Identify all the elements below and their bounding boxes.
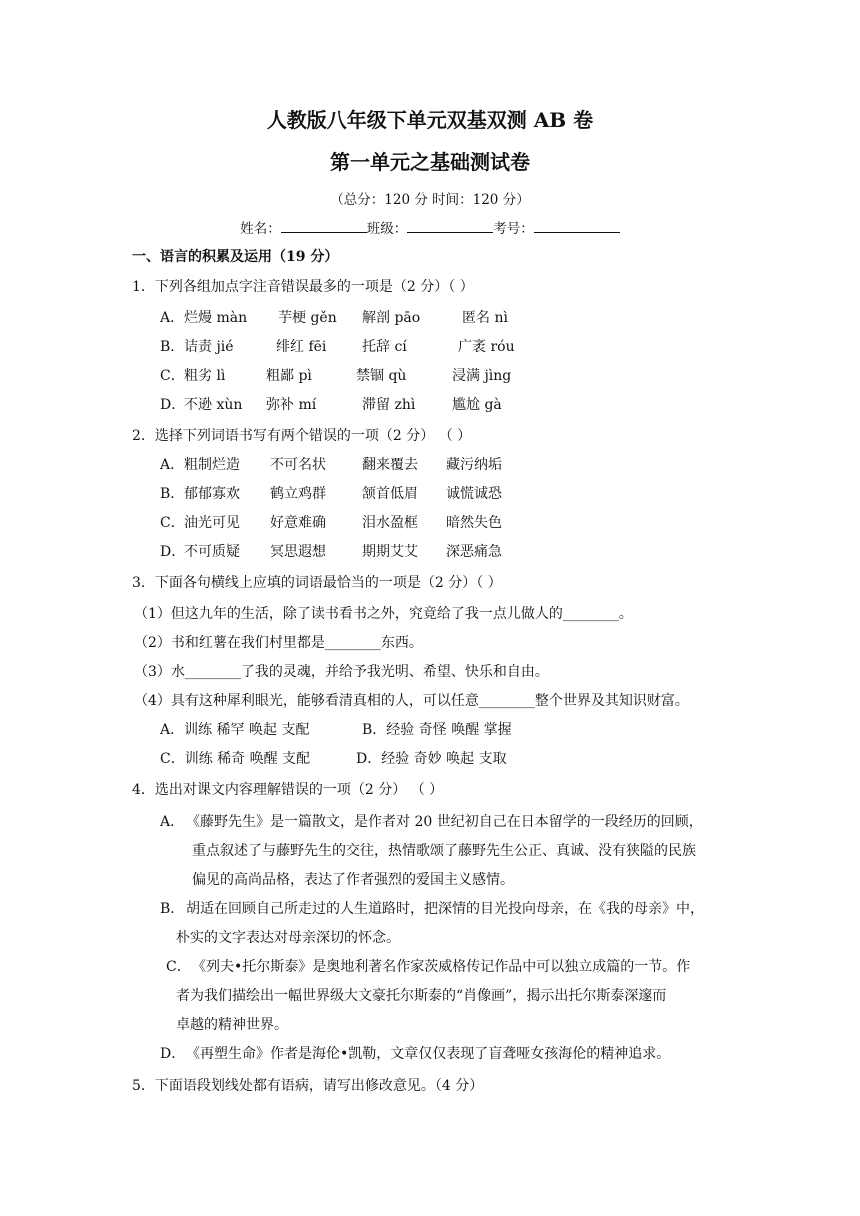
option-line: 《藤野先生》是一篇散文，是作者对 20 世纪初自己在日本留学的一段经历的回顾， bbox=[186, 814, 703, 830]
option-label: B． bbox=[160, 901, 185, 917]
option-item: 芋梗 gěn bbox=[278, 310, 337, 326]
option-item: 郁郁寡欢 bbox=[184, 486, 240, 502]
option-item: 不逊 xùn bbox=[184, 397, 243, 413]
option-item: 烂熳 màn bbox=[184, 310, 248, 326]
option-item: 鹤立鸡群 bbox=[270, 486, 326, 502]
question-1-stem: 1．下列各组加点字注音错误最多的一项是（2 分）（ ） bbox=[132, 279, 474, 295]
option-item: 油光可见 bbox=[184, 515, 240, 531]
option-item: 诘责 jié bbox=[184, 339, 234, 355]
option-line: 《再塑生命》作者是海伦•凯勒，文章仅仅表现了盲聋哑女孩海伦的精神追求。 bbox=[186, 1046, 671, 1062]
option-item: 匿名 nì bbox=[462, 310, 508, 326]
exam-no-label: 考号： bbox=[493, 221, 534, 237]
name-label: 姓名： bbox=[240, 221, 281, 237]
exam-meta: （总分：120 分 时间：120 分） bbox=[330, 192, 530, 208]
question-5-stem: 5．下面语段划线处都有语病，请写出修改意见。（4 分） bbox=[132, 1078, 484, 1094]
option-item: 深恶痛急 bbox=[446, 544, 502, 560]
option-item: 藏污纳垢 bbox=[446, 457, 502, 473]
option-item: 广袤 róu bbox=[458, 339, 515, 355]
option-item: 滞留 zhì bbox=[362, 397, 416, 413]
option-label: B． bbox=[160, 339, 185, 355]
option-item: 弥补 mí bbox=[266, 397, 317, 413]
question-4-option-a[interactable] bbox=[160, 808, 740, 895]
option-label: D． bbox=[160, 397, 186, 413]
option-label: A． bbox=[160, 310, 185, 326]
option-item: 暗然失色 bbox=[446, 515, 502, 531]
option-label: A． bbox=[160, 457, 185, 473]
option-label: D． bbox=[160, 1046, 186, 1062]
student-info-line bbox=[0, 217, 860, 237]
option-item: 尴尬 gà bbox=[452, 397, 502, 413]
option-line: 偏见的高尚品格，表达了作者强烈的爱国主义感情。 bbox=[192, 872, 514, 888]
option-item: 浸满 jìng bbox=[452, 368, 512, 384]
option-item: 粗劣 lì bbox=[184, 368, 226, 384]
option-line: 胡适在回顾自己所走过的人生道路时，把深情的目光投向母亲，在《我的母亲》中， bbox=[186, 901, 704, 917]
exam-no-blank[interactable] bbox=[534, 218, 620, 233]
option-item: 期期艾艾 bbox=[362, 544, 418, 560]
option-item: 不可名状 bbox=[270, 457, 326, 473]
option-item: 不可质疑 bbox=[184, 544, 240, 560]
question-3-option-c[interactable]: C．训练 稀奇 唤醒 支配 bbox=[160, 751, 311, 767]
option-item: 解剖 pāo bbox=[362, 310, 421, 326]
question-4-stem: 4．选出对课文内容理解错误的一项（2 分） （ ） bbox=[132, 782, 444, 798]
question-3-option-b[interactable]: B．经验 奇怪 唤醒 掌握 bbox=[362, 722, 512, 738]
option-label: A． bbox=[160, 814, 185, 830]
option-item: 泪水盈框 bbox=[362, 515, 418, 531]
question-3-option-d[interactable]: D．经验 奇妙 唤起 支取 bbox=[356, 751, 507, 767]
option-item: 颔首低眉 bbox=[362, 486, 418, 502]
option-item: 好意难确 bbox=[270, 515, 326, 531]
option-line: 者为我们描绘出一幅世界级大文豪托尔斯泰的“肖像画”，揭示出托尔斯泰深邃而 bbox=[176, 988, 667, 1004]
option-item: 禁锢 qù bbox=[356, 368, 407, 384]
option-line: 重点叙述了与藤野先生的交往，热情歌颂了藤野先生公正、真诚、没有狭隘的民族 bbox=[192, 843, 696, 859]
option-line: 《列夫•托尔斯泰》是奥地利著名作家茨威格传记作品中可以独立成篇的一节。作 bbox=[192, 959, 691, 975]
option-label: D． bbox=[160, 544, 186, 560]
question-2-stem: 2．选择下列词语书写有两个错误的一项（2 分） （ ） bbox=[132, 428, 472, 444]
option-item: 绯红 fēi bbox=[276, 339, 327, 355]
option-item: 诚慌诚恐 bbox=[446, 486, 502, 502]
class-blank[interactable] bbox=[407, 218, 493, 233]
option-item: 翻来覆去 bbox=[362, 457, 418, 473]
class-label: 班级： bbox=[366, 221, 408, 237]
question-3-stem: 3．下面各句横线上应填的词语最恰当的一项是（2 分）（ ） bbox=[132, 575, 502, 591]
question-3-sentence-4: （4）具有这种犀利眼光，能够看清真相的人，可以任意________整个世界及其知识财富。 bbox=[134, 693, 689, 709]
question-3-sentence-3: （3）水________了我的灵魂，并给予我光明、希望、快乐和自由。 bbox=[134, 664, 549, 680]
option-label: C． bbox=[160, 515, 185, 531]
option-label: C． bbox=[166, 959, 191, 975]
question-3-sentence-2: （2）书和红薯在我们村里都是________东西。 bbox=[134, 635, 423, 651]
name-blank[interactable] bbox=[281, 218, 367, 233]
question-4-option-d[interactable] bbox=[160, 1040, 740, 1069]
exam-title: 人教版八年级下单元双基双测 AB 卷 bbox=[266, 108, 594, 132]
option-item: 托辞 cí bbox=[362, 339, 407, 355]
option-label: C． bbox=[160, 368, 185, 384]
question-3-option-a[interactable]: A．训练 稀罕 唤起 支配 bbox=[160, 722, 310, 738]
question-4-option-c[interactable] bbox=[166, 953, 746, 1040]
option-item: 粗制烂造 bbox=[184, 457, 240, 473]
option-label: B． bbox=[160, 486, 185, 502]
question-3-sentence-1: （1）但这九年的生活，除了读书看书之外，究竟给了我一点儿做人的________。 bbox=[134, 606, 633, 622]
option-item: 冥思遐想 bbox=[270, 544, 326, 560]
option-item: 粗鄙 pì bbox=[266, 368, 312, 384]
option-line: 朴实的文字表达对母亲深切的怀念。 bbox=[176, 930, 400, 946]
option-line: 卓越的精神世界。 bbox=[176, 1017, 288, 1033]
exam-subtitle: 第一单元之基础测试卷 bbox=[330, 150, 530, 174]
section-title: 一、语言的积累及运用（19 分） bbox=[132, 249, 339, 265]
question-4-option-b[interactable] bbox=[160, 895, 740, 953]
